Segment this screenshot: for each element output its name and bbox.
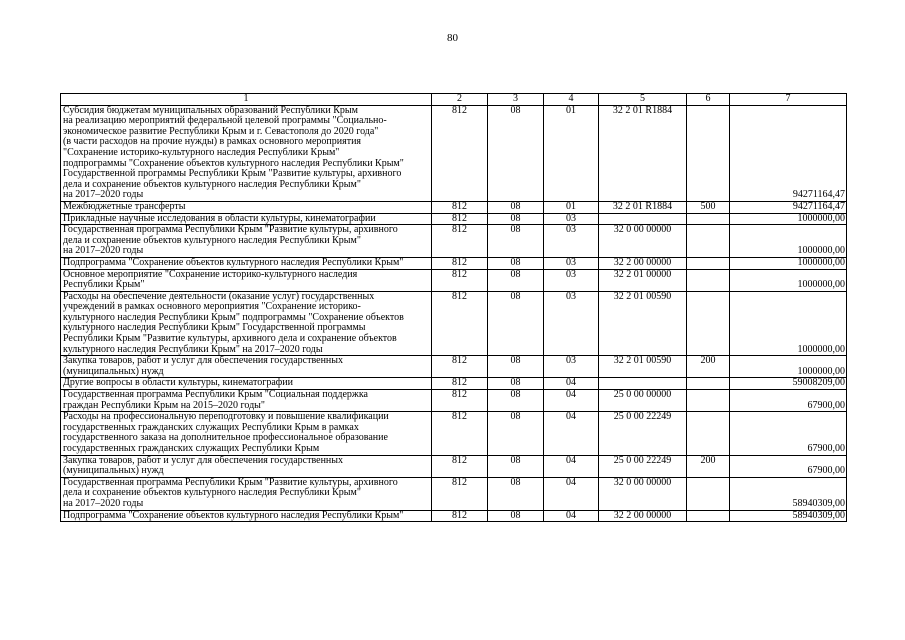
row-name-cell: Основное мероприятие "Сохранение историко-культурного наследия Республики Крым" (61, 269, 432, 291)
budget-table (60, 93, 847, 522)
row-expense-type-cell: 200 (687, 455, 730, 477)
row-target-article-cell: 32 0 00 00000 (599, 477, 687, 510)
row-subsection-cell: 04 (544, 477, 599, 510)
row-subsection-cell: 04 (544, 390, 599, 412)
row-name-cell: Другие вопросы в области культуры, кинематографии (61, 378, 432, 390)
row-admin-code-cell: 812 (432, 455, 488, 477)
row-name-cell: Подпрограмма "Сохранение объектов культурного наследия Республики Крым" (61, 510, 432, 522)
row-target-article-cell: 32 0 00 00000 (599, 225, 687, 258)
table-row (61, 269, 847, 291)
row-amount-cell: 1000000,00 (730, 213, 847, 225)
row-expense-type-cell (687, 291, 730, 356)
row-subsection-cell: 04 (544, 378, 599, 390)
row-name-cell: Подпрограмма "Сохранение объектов культурного наследия Республики Крым" (61, 257, 432, 269)
row-expense-type-cell: 200 (687, 356, 730, 378)
row-section-cell: 08 (488, 291, 544, 356)
row-target-article-cell: 32 2 00 00000 (599, 257, 687, 269)
header-col-2: 2 (432, 94, 488, 106)
row-section-cell: 08 (488, 455, 544, 477)
row-admin-code-cell: 812 (432, 213, 488, 225)
table-row (61, 291, 847, 356)
row-section-cell: 08 (488, 378, 544, 390)
row-amount-cell: 1000000,00 (730, 356, 847, 378)
row-name-cell: Государственная программа Республики Крым "Развитие культуры, архивного дела и сохранение объектов культурного наследия Республики Крым" на 2017–2020 годы (61, 225, 432, 258)
row-name-cell: Прикладные научные исследования в области культуры, кинематографии (61, 213, 432, 225)
row-amount-cell: 1000000,00 (730, 257, 847, 269)
row-subsection-cell: 03 (544, 225, 599, 258)
header-col-5: 5 (599, 94, 687, 106)
row-name-cell: Расходы на обеспечение деятельности (оказание услуг) государственных учреждений в рамках основного мероприятия "Сохранение историко- культурного наследия Республики Крым" подпрограммы "Сохранение объектов культурного наследия Республики Крым" Государственной программы Республики Крым "Развитие культуры, архивного дела и сохранение объектов культурного наследия Республики Крым" на 2017–2020 годы (61, 291, 432, 356)
row-section-cell: 08 (488, 225, 544, 258)
row-name-cell: Закупка товаров, работ и услуг для обеспечения государственных (муниципальных) нужд (61, 356, 432, 378)
table-row (61, 213, 847, 225)
row-section-cell: 08 (488, 213, 544, 225)
row-expense-type-cell (687, 477, 730, 510)
row-amount-cell: 1000000,00 (730, 269, 847, 291)
row-subsection-cell: 04 (544, 455, 599, 477)
row-admin-code-cell: 812 (432, 291, 488, 356)
table-row (61, 356, 847, 378)
row-name-cell: Закупка товаров, работ и услуг для обеспечения государственных (муниципальных) нужд (61, 455, 432, 477)
table-row (61, 105, 847, 201)
row-target-article-cell: 32 2 01 00590 (599, 291, 687, 356)
row-amount-cell: 67900,00 (730, 390, 847, 412)
row-admin-code-cell: 812 (432, 412, 488, 455)
row-subsection-cell: 03 (544, 269, 599, 291)
row-amount-cell: 1000000,00 (730, 291, 847, 356)
row-admin-code-cell: 812 (432, 356, 488, 378)
row-amount-cell: 94271164,47 (730, 201, 847, 213)
row-expense-type-cell (687, 257, 730, 269)
row-target-article-cell: 25 0 00 00000 (599, 390, 687, 412)
row-name-cell: Государственная программа Республики Крым "Развитие культуры, архивного дела и сохранение объектов культурного наследия Республики Крым" на 2017–2020 годы (61, 477, 432, 510)
row-target-article-cell (599, 378, 687, 390)
table-row (61, 225, 847, 258)
header-col-6: 6 (687, 94, 730, 106)
header-col-7: 7 (730, 94, 847, 106)
row-expense-type-cell (687, 412, 730, 455)
table-row (61, 378, 847, 390)
row-section-cell: 08 (488, 510, 544, 522)
row-subsection-cell: 03 (544, 356, 599, 378)
row-expense-type-cell (687, 390, 730, 412)
header-col-4: 4 (544, 94, 599, 106)
row-admin-code-cell: 812 (432, 257, 488, 269)
row-amount-cell: 1000000,00 (730, 225, 847, 258)
row-subsection-cell: 03 (544, 213, 599, 225)
row-section-cell: 08 (488, 356, 544, 378)
row-target-article-cell: 25 0 00 22249 (599, 412, 687, 455)
row-admin-code-cell: 812 (432, 390, 488, 412)
table-row (61, 477, 847, 510)
row-expense-type-cell (687, 510, 730, 522)
row-admin-code-cell: 812 (432, 225, 488, 258)
table-row (61, 455, 847, 477)
row-target-article-cell: 32 2 00 00000 (599, 510, 687, 522)
row-amount-cell: 58940309,00 (730, 510, 847, 522)
row-expense-type-cell (687, 378, 730, 390)
row-expense-type-cell: 500 (687, 201, 730, 213)
row-admin-code-cell: 812 (432, 105, 488, 201)
table-row (61, 257, 847, 269)
row-subsection-cell: 01 (544, 105, 599, 201)
row-admin-code-cell: 812 (432, 269, 488, 291)
row-subsection-cell: 03 (544, 257, 599, 269)
row-name-cell: Расходы на профессиональную переподготовку и повышение квалификации государственных гражданских служащих Республики Крым в рамках государственного заказа на дополнительное профессиональное образование государственных гражданских служащих Республики Крым (61, 412, 432, 455)
row-target-article-cell: 32 2 01 R1884 (599, 201, 687, 213)
row-section-cell: 08 (488, 257, 544, 269)
table-row (61, 412, 847, 455)
row-admin-code-cell: 812 (432, 477, 488, 510)
row-expense-type-cell (687, 225, 730, 258)
table-row (61, 390, 847, 412)
row-amount-cell: 94271164,47 (730, 105, 847, 201)
row-expense-type-cell (687, 105, 730, 201)
row-section-cell: 08 (488, 105, 544, 201)
row-subsection-cell: 04 (544, 412, 599, 455)
row-section-cell: 08 (488, 269, 544, 291)
page-number: 80 (447, 32, 458, 44)
row-amount-cell: 58940309,00 (730, 477, 847, 510)
row-section-cell: 08 (488, 201, 544, 213)
header-col-3: 3 (488, 94, 544, 106)
row-amount-cell: 67900,00 (730, 412, 847, 455)
row-section-cell: 08 (488, 412, 544, 455)
row-target-article-cell: 32 2 01 00000 (599, 269, 687, 291)
row-target-article-cell (599, 213, 687, 225)
row-section-cell: 08 (488, 390, 544, 412)
row-target-article-cell: 25 0 00 22249 (599, 455, 687, 477)
table-header-row (61, 94, 847, 106)
row-admin-code-cell: 812 (432, 201, 488, 213)
row-expense-type-cell (687, 213, 730, 225)
row-amount-cell: 67900,00 (730, 455, 847, 477)
row-subsection-cell: 03 (544, 291, 599, 356)
row-admin-code-cell: 812 (432, 378, 488, 390)
table-row (61, 510, 847, 522)
row-amount-cell: 59008209,00 (730, 378, 847, 390)
header-col-1: 1 (61, 94, 432, 106)
row-subsection-cell: 01 (544, 201, 599, 213)
table-row (61, 201, 847, 213)
row-name-cell: Субсидия бюджетам муниципальных образований Республики Крым на реализацию мероприятий федеральной целевой программы "Социально- экономическое развитие Республики Крым и г. Севастополя до 2020 года" (в части расходов на прочие нужды) в рамках основного мероприятия "Сохранение историко-культурного наследия Республики Крым" подпрограммы "Сохранение объектов культурного наследия Республики Крым" Государственной программы Республики Крым "Развитие культуры, архивного дела и сохранение объектов культурного наследия Республики Крым" на 2017–2020 годы (61, 105, 432, 201)
row-name-cell: Межбюджетные трансферты (61, 201, 432, 213)
row-expense-type-cell (687, 269, 730, 291)
row-name-cell: Государственная программа Республики Крым "Социальная поддержка граждан Республики Крым на 2015–2020 годы" (61, 390, 432, 412)
row-admin-code-cell: 812 (432, 510, 488, 522)
row-subsection-cell: 04 (544, 510, 599, 522)
row-section-cell: 08 (488, 477, 544, 510)
row-target-article-cell: 32 2 01 00590 (599, 356, 687, 378)
row-target-article-cell: 32 2 01 R1884 (599, 105, 687, 201)
